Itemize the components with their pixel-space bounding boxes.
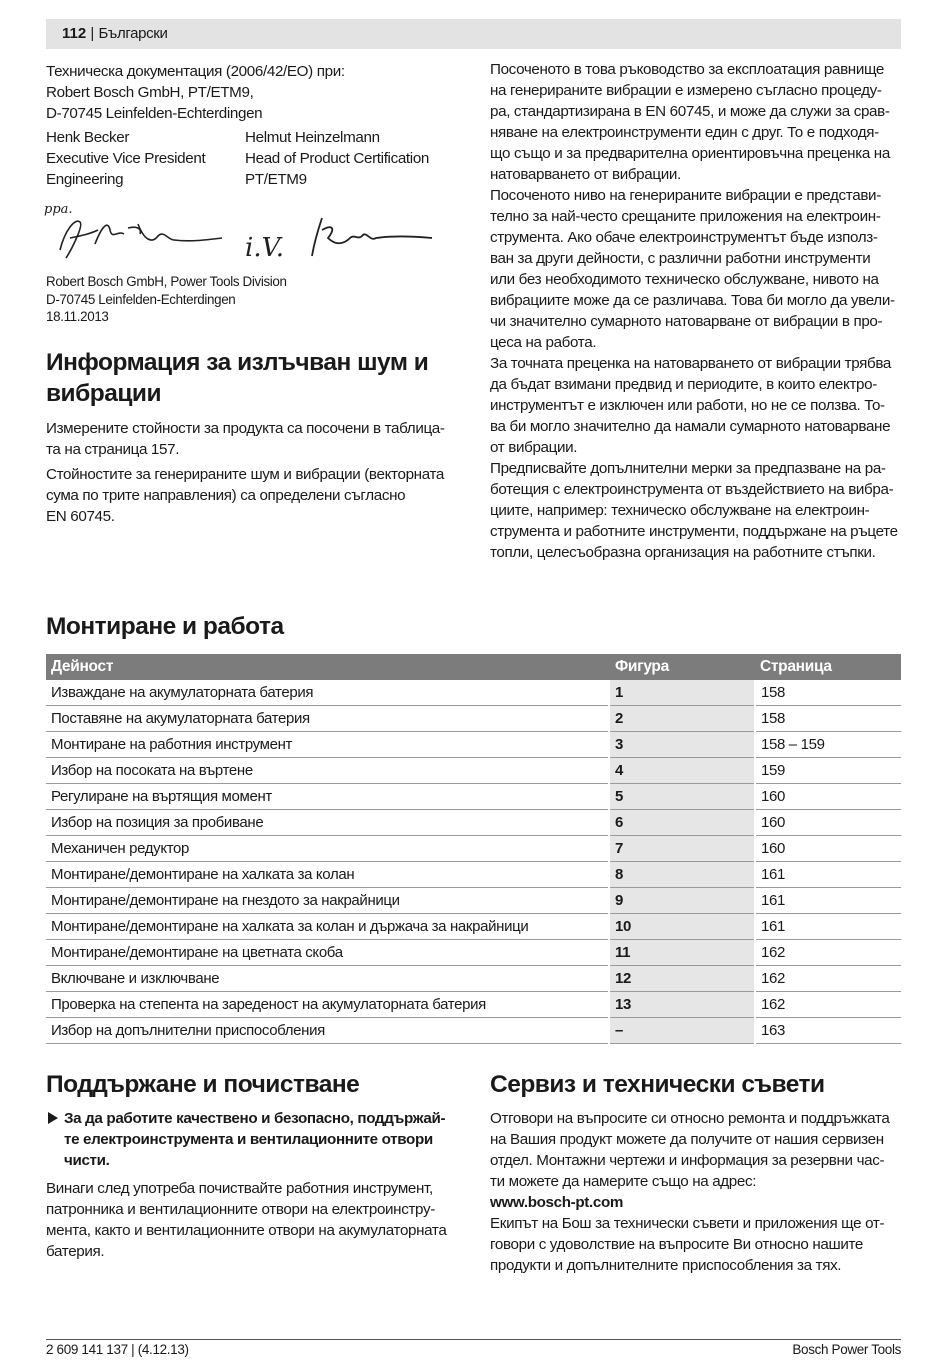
activity-cell: Монтиране/демонтиране на цветната скоба: [46, 940, 609, 966]
service-heading: Сервиз и технически съвети: [490, 1071, 825, 1098]
signer-name: Henk Becker: [46, 129, 130, 146]
table-row: [46, 914, 901, 940]
noise-text: Измерените стойности за продукта са посочени в таблица- та на страница 157. Стойностите за генерираните шум и вибрации (векторната сума по трите направления) са определени съгласно EN 60745.: [46, 420, 445, 525]
figure-cell: 9: [609, 888, 755, 914]
page-cell: 163: [755, 1018, 901, 1044]
page-cell: 158: [755, 680, 901, 706]
page-cell: 162: [755, 940, 901, 966]
page-cell: 160: [755, 784, 901, 810]
signer-title: Head of Product Certification: [245, 150, 430, 167]
tech-doc-line: D-70745 Leinfelden-Echterdingen: [46, 105, 263, 122]
table-row: [46, 836, 901, 862]
signature-iv-text: i.V.: [245, 233, 285, 263]
table-row: [46, 940, 901, 966]
figure-cell: 7: [609, 836, 755, 862]
signatures: [40, 200, 440, 266]
page-number: 112: [62, 25, 87, 42]
table-row: [46, 784, 901, 810]
table-row: [46, 732, 901, 758]
activity-cell: Монтиране/демонтиране на халката за колан: [46, 862, 609, 888]
vibration-text: Посоченото в това ръководство за експлоатация равнище на генерираните вибрации е измерено съгласно процеду- ра, стандартизирана в EN 60745, и може да служи за срав- няване на електроинструменти един с друг. То е подходя- що също и за предварителна ориентировъчна преценка на натоварването от вибрации. Посоченото ниво на генерираните вибрации е представи- телно за най-често срещаните приложения на електроин- струмента. Ако обаче електроинструментът бъде използ- ван за други дейности, с различни работни инструменти или без необходимото техническо обслужване, нивото на вибрациите може да се различава. Това би могло да увели- чи значително сумарното натоварване от вибрации в про- цеса на работа. За точната преценка на натоварването от вибрации трябва да бъдат взимани предвид и периодите, в които електро- инструментът е изключен или работи, но не се ползва. То- ва би могло значително да намали сумарното натоварване от вибрации. Предписвайте допълнителни мерки за предпазване на ра- ботещия с електроинструмента от въздействието на вибра- циите, например: техническо обслужване на електроин- струмента и работните инструменти, поддържане на ръцете топли, целесъобразна организация на работните стъпки.: [490, 61, 898, 561]
company-line: D-70745 Leinfelden-Echterdingen: [46, 291, 236, 307]
figure-cell: 1: [609, 680, 755, 706]
page-cell: 162: [755, 966, 901, 992]
signer-title: Engineering: [46, 171, 124, 188]
activity-cell: Механичен редуктор: [46, 836, 609, 862]
table-row: [46, 888, 901, 914]
noise-heading: Информация за излъчван шум и вибрации: [46, 349, 429, 407]
signer-2: [245, 127, 465, 190]
figure-cell: 12: [609, 966, 755, 992]
table-header-row: [46, 654, 901, 680]
company-block: [46, 273, 466, 326]
activity-cell: Регулиране на въртящия момент: [46, 784, 609, 810]
table-row: [46, 1018, 901, 1044]
column-header-figure: Фигура: [609, 654, 755, 680]
table-row: [46, 680, 901, 706]
page-cell: 160: [755, 810, 901, 836]
assembly-table: [46, 654, 901, 1044]
table-row: [46, 966, 901, 992]
assembly-heading: Монтиране и работа: [46, 613, 284, 640]
figure-cell: 5: [609, 784, 755, 810]
activity-cell: Монтиране на работния инструмент: [46, 732, 609, 758]
page-header: [46, 19, 901, 49]
header-separator: |: [86, 25, 99, 42]
table-row: [46, 810, 901, 836]
figure-cell: 13: [609, 992, 755, 1018]
activity-cell: Избор на посоката на въртене: [46, 758, 609, 784]
page-cell: 162: [755, 992, 901, 1018]
column-header-page: Страница: [755, 654, 901, 680]
company-line: Robert Bosch GmbH, Power Tools Division: [46, 274, 287, 289]
maintenance-heading: Поддържане и почистване: [46, 1071, 360, 1098]
service-text: Отговори на въпросите си относно ремонта и поддръжката на Вашия продукт можете да получите от нашия сервизен отдел. Монтажни чертежи и информация за резервни час- ти можете да намерите също на адрес: www.bosch-pt.com Екипът на Бош за технически съвети и приложения ще от- говори с удоволствие на въпросите Ви относно нашите продукти и допълнителните приспособления за тях.: [490, 1108, 902, 1276]
header-language: Български: [98, 25, 168, 42]
page-cell: 161: [755, 888, 901, 914]
activity-cell: Изваждане на акумулаторната батерия: [46, 680, 609, 706]
page-cell: 159: [755, 758, 901, 784]
signature-prefix: ppa.: [44, 202, 73, 217]
activity-cell: Поставяне на акумулаторната батерия: [46, 706, 609, 732]
figure-cell: –: [609, 1018, 755, 1044]
company-date: 18.11.2013: [46, 309, 109, 324]
column-header-activity: Дейност: [46, 654, 609, 680]
activity-cell: Избор на позиция за пробиване: [46, 810, 609, 836]
figure-cell: 2: [609, 706, 755, 732]
footer-doc-number: 2 609 141 137 | (4.12.13): [46, 1342, 189, 1357]
activity-cell: Монтиране/демонтиране на гнездото за накрайници: [46, 888, 609, 914]
tech-doc-line: Robert Bosch GmbH, PT/ETM9,: [46, 84, 254, 101]
activity-cell: Избор на допълнителни приспособления: [46, 1018, 609, 1044]
bullet-triangle-icon: [48, 1112, 58, 1124]
tech-doc-block: [46, 61, 466, 124]
figure-cell: 3: [609, 732, 755, 758]
footer-divider: [46, 1339, 901, 1340]
figure-cell: 11: [609, 940, 755, 966]
signer-title: Executive Vice President: [46, 150, 206, 167]
maintenance-warning: За да работите качествено и безопасно, поддържай- те електроинструмента и вентилационните отвори чисти.: [46, 1108, 466, 1171]
table-row: [46, 862, 901, 888]
figure-cell: 10: [609, 914, 755, 940]
handwritten-signature-icon: [40, 200, 440, 266]
table-row: [46, 992, 901, 1018]
page-cell: 161: [755, 862, 901, 888]
table-row: [46, 758, 901, 784]
activity-cell: Проверка на степента на зареденост на акумулаторната батерия: [46, 992, 609, 1018]
signer-title: PT/ETM9: [245, 171, 307, 188]
figure-cell: 6: [609, 810, 755, 836]
page-cell: 161: [755, 914, 901, 940]
service-url-link[interactable]: www.bosch-pt.com: [490, 1194, 624, 1211]
footer-brand: Bosch Power Tools: [792, 1342, 901, 1357]
table-row: [46, 706, 901, 732]
figure-cell: 8: [609, 862, 755, 888]
page-cell: 158: [755, 706, 901, 732]
figure-cell: 4: [609, 758, 755, 784]
activity-cell: Монтиране/демонтиране на халката за колан и държача за накрайници: [46, 914, 609, 940]
activity-cell: Включване и изключване: [46, 966, 609, 992]
maintenance-text: За да работите качествено и безопасно, поддържай- те електроинструмента и вентилационните отвори чисти. Винаги след употреба почиствайте работния инструмент, патронника и вентилационните отвори на електроинстру- мента, както и вентилационните отвори на акумулаторната батерия.: [46, 1108, 466, 1262]
page-cell: 160: [755, 836, 901, 862]
tech-doc-line: Техническа документация (2006/42/ЕО) при:: [46, 63, 345, 80]
page-cell: 158 – 159: [755, 732, 901, 758]
signer-1: [46, 127, 241, 190]
signer-name: Helmut Heinzelmann: [245, 129, 380, 146]
